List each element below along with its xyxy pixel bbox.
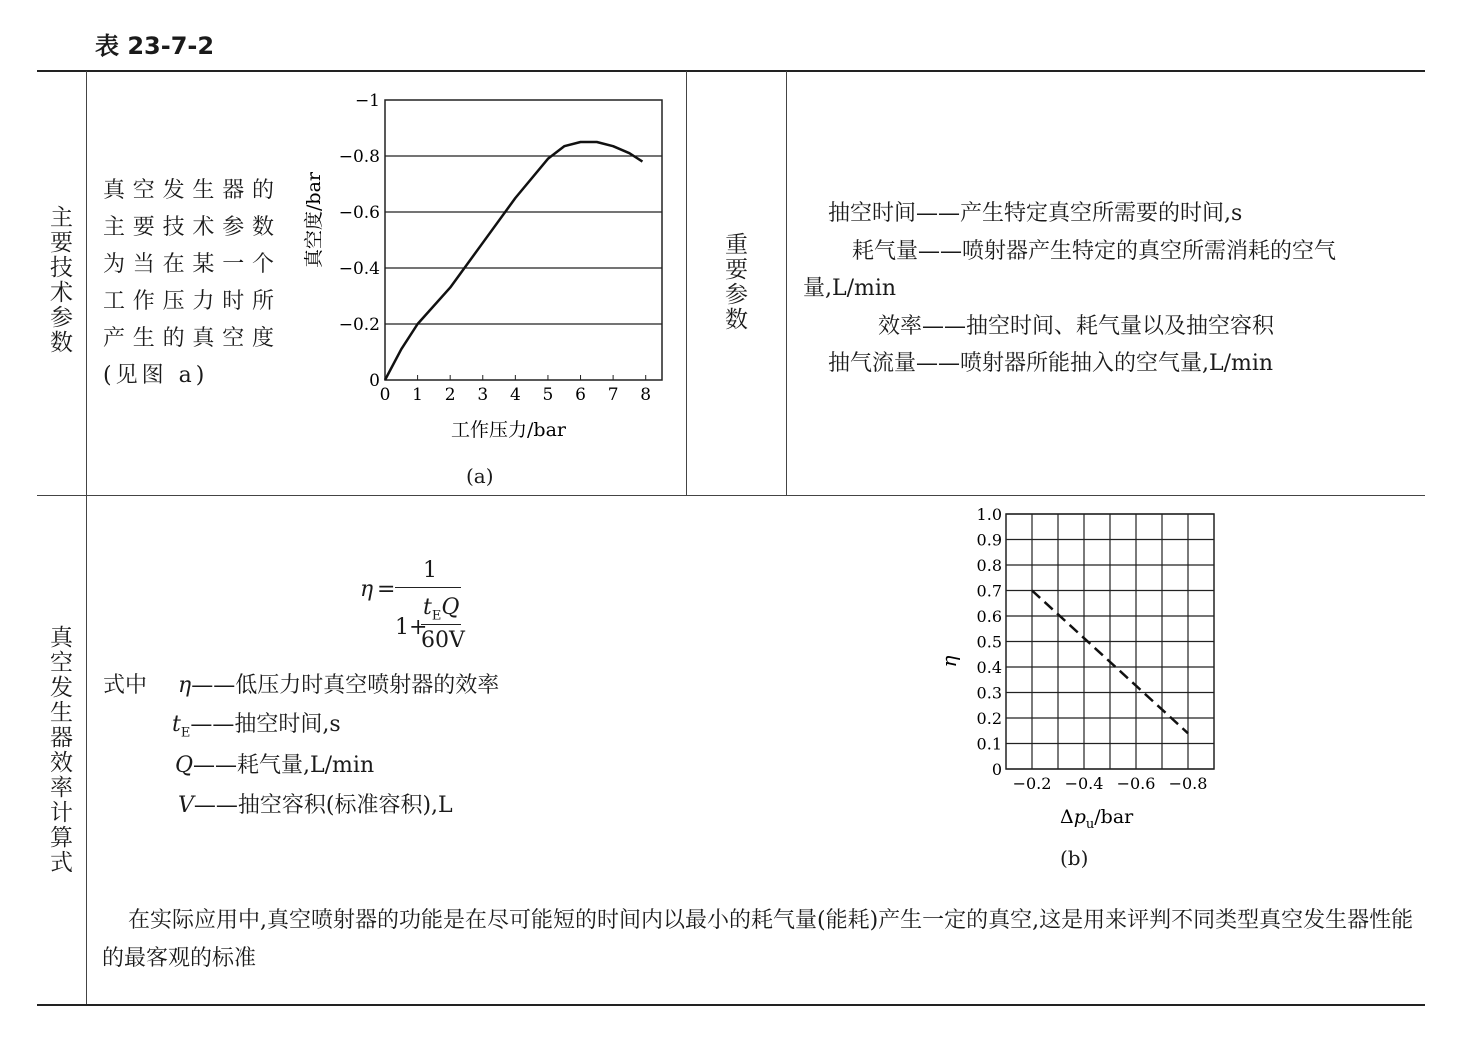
- note-desc: ——抽空时间,s: [190, 712, 341, 737]
- x-axis-label: 工作压力/bar: [451, 419, 566, 441]
- formula-eta: η: [360, 577, 374, 602]
- where-label: 式中: [103, 673, 148, 698]
- formula-main-fraction-bar: [395, 587, 461, 588]
- y-tick-label: 0: [991, 760, 1002, 779]
- y-tick-label: 0.2: [976, 709, 1002, 728]
- param-evacuation-time: [828, 196, 1242, 227]
- y-tick-label: 0.4: [976, 658, 1002, 677]
- row2-category: 真空发生器效率计算式: [46, 625, 72, 875]
- figure-a-chart: [290, 85, 680, 455]
- y-tick-label: −1: [354, 91, 380, 111]
- formula-inner-fraction-bar: [421, 624, 461, 625]
- formula-t-sub: E: [431, 608, 442, 624]
- row1-paragraph: 真空发生器的主要技术参数为当在某一个工作压力时所产生的真空度(见图 a): [103, 178, 278, 388]
- y-tick-label: −0.4: [338, 259, 380, 279]
- y-tick-label: 0.5: [976, 632, 1002, 652]
- figure-a-caption: (a): [466, 464, 494, 488]
- formula-t: t: [423, 595, 432, 620]
- x-tick-label: −0.6: [1116, 774, 1156, 793]
- x-tick-label: 3: [477, 385, 489, 405]
- figure-b-chart: [930, 500, 1230, 840]
- y-tick-label: 0.8: [976, 556, 1002, 575]
- series-line: [385, 142, 642, 380]
- note-desc: ——低压力时真空喷射器的效率: [191, 673, 500, 698]
- x-tick-label: 6: [575, 385, 586, 405]
- plot-frame: [385, 100, 662, 380]
- formula-inner-denominator: 60V: [421, 628, 465, 653]
- x-tick-label: −0.4: [1064, 774, 1104, 793]
- x-tick-label: 8: [640, 385, 652, 405]
- note-symbol: V: [178, 793, 194, 818]
- formula-q: Q: [441, 595, 460, 620]
- x-tick-label: 4: [509, 385, 521, 405]
- note-symbol: t: [172, 712, 181, 737]
- param-desc: 量,L/min: [803, 276, 897, 301]
- table-title: 表 23-7-2: [95, 32, 215, 60]
- note-desc: ——抽空容积(标准容积),L: [193, 793, 453, 818]
- param-desc: ——产生特定真空所需要的时间,s: [916, 201, 1243, 226]
- y-tick-label: 0.6: [976, 607, 1002, 626]
- y-axis-label: η: [937, 655, 961, 668]
- formula-numerator: 1: [423, 558, 437, 583]
- category-column-divider: [86, 71, 87, 1004]
- param-term: 耗气量: [852, 239, 919, 264]
- x-tick-label: 0: [379, 385, 391, 405]
- figure-b-caption: (b): [1060, 846, 1089, 870]
- param-air-consumption: [852, 234, 1336, 265]
- note-v: [178, 788, 453, 819]
- efficiency-formula: [355, 555, 495, 665]
- note-q: [175, 748, 374, 779]
- y-tick-label: 0.1: [976, 734, 1002, 754]
- param-desc: ——抽空时间、耗气量以及抽空容积: [922, 314, 1275, 339]
- y-tick-label: 1.0: [976, 505, 1002, 524]
- formula-equals: =: [377, 577, 396, 602]
- param-suction-flow: [828, 346, 1273, 377]
- table-top-rule: [37, 70, 1425, 72]
- param-term: 效率: [878, 314, 923, 339]
- x-tick-label: 7: [607, 385, 619, 405]
- row1-category: 主要技术参数: [46, 205, 72, 355]
- important-params-label: 重要参数: [721, 232, 747, 332]
- x-tick-label: 2: [444, 385, 456, 405]
- figure-a-divider: [686, 71, 687, 495]
- param-efficiency: [878, 309, 1274, 340]
- y-tick-label: 0.9: [976, 530, 1002, 550]
- x-axis-label: $\Delta p_u$/bar: [1060, 806, 1134, 832]
- param-term: 抽气流量: [828, 351, 917, 376]
- param-term: 抽空时间: [828, 201, 917, 226]
- x-tick-label: −0.2: [1012, 774, 1052, 793]
- param-air-consumption-cont: [803, 271, 896, 302]
- param-desc: ——喷射器产生特定的真空所需消耗的空气: [918, 239, 1337, 264]
- important-label-divider: [786, 71, 787, 495]
- formula-one-plus: 1+: [395, 615, 428, 640]
- note-symbol: Q: [175, 753, 194, 778]
- x-tick-label: −0.8: [1168, 774, 1208, 793]
- note-symbol: η: [178, 673, 192, 698]
- y-tick-label: −0.6: [338, 203, 380, 223]
- y-tick-label: 0: [369, 371, 380, 391]
- formula-inner-numerator: [423, 595, 459, 623]
- param-desc: ——喷射器所能抽入的空气量,L/min: [916, 351, 1274, 376]
- note-sub: E: [180, 725, 191, 741]
- table-row-divider: [37, 495, 1425, 496]
- x-tick-label: 1: [412, 385, 424, 405]
- y-tick-label: 0.3: [976, 683, 1002, 703]
- x-tick-label: 5: [542, 385, 554, 405]
- y-tick-label: −0.2: [338, 315, 380, 335]
- y-tick-label: 0.7: [976, 581, 1002, 601]
- conclusion-paragraph: 在实际应用中,真空喷射器的功能是在尽可能短的时间内以最小的耗气量(能耗)产生一定的真空,这是用来评判不同类型真空发生器性能的最客观的标准: [102, 908, 1414, 971]
- note-eta: [178, 668, 499, 699]
- y-axis-label: 真空度/bar: [303, 172, 325, 268]
- note-desc: ——耗气量,L/min: [193, 753, 375, 778]
- y-tick-label: −0.8: [338, 147, 380, 167]
- note-te: [172, 707, 341, 740]
- table-bottom-rule: [37, 1004, 1425, 1006]
